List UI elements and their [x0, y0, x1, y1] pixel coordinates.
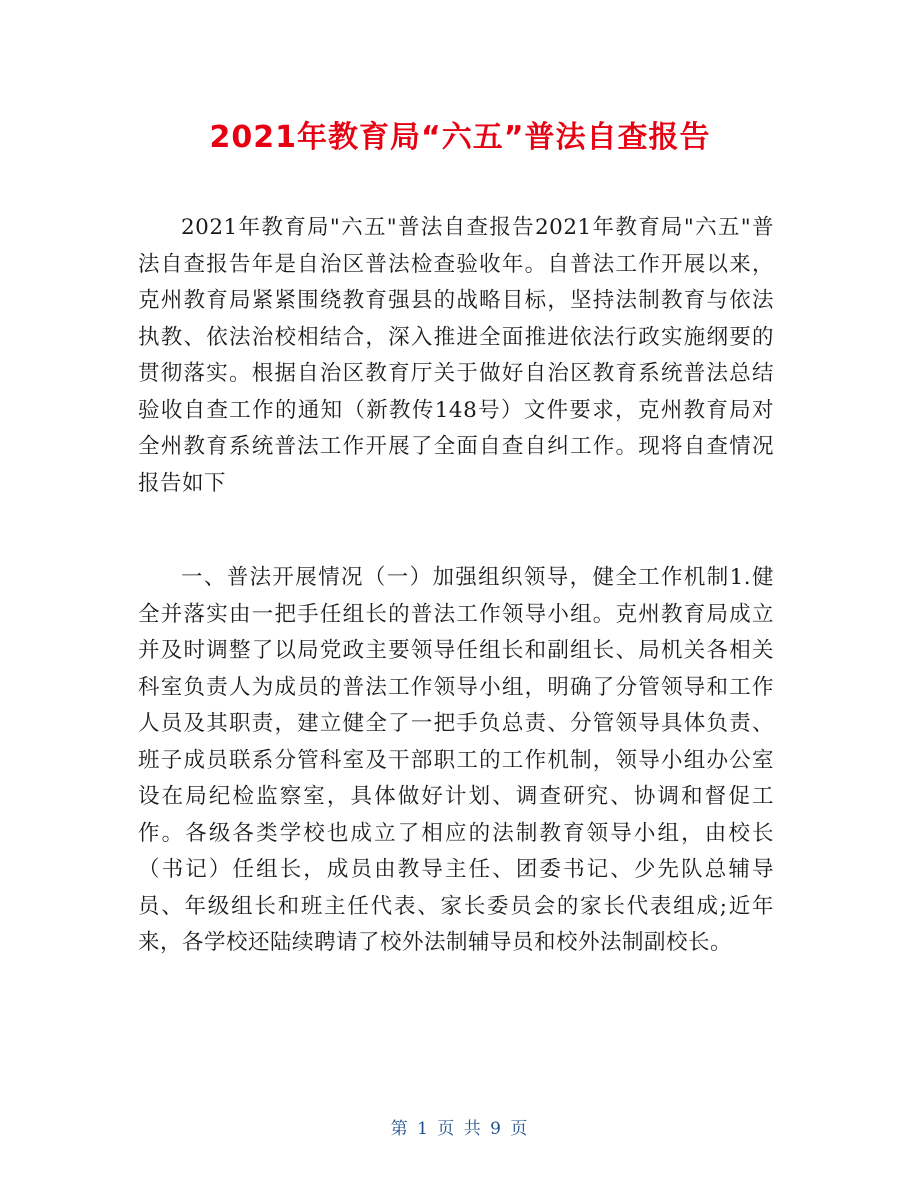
- paragraph-section-one: 一、普法开展情况（一）加强组织领导，健全工作机制1.健全并落实由一把手任组长的普法工作领导小组。克州教育局成立并及时调整了以局党政主要领导任组长和副组长、局机关各相关科室负责人为成员的普法工作领导小组，明确了分管领导和工作人员及其职责，建立健全了一把手负总责、分管领导具体负责、班子成员联系分管科室及干部职工的工作机制，领导小组办公室设在局纪检监察室，具体做好计划、调查研究、协调和督促工作。各级各类学校也成立了相应的法制教育领导小组，由校长（书记）任组长，成员由教导主任、团委书记、少先队总辅导员、年级组长和班主任代表、家长委员会的家长代表组成;近年来，各学校还陆续聘请了校外法制辅导员和校外法制副校长。: [138, 565, 774, 955]
- paragraph-intro: 2021年教育局"六五"普法自查报告2021年教育局"六五"普法自查报告年是自治区普法检查验收年。自普法工作开展以来，克州教育局紧紧围绕教育强县的战略目标，坚持法制教育与依法执教、依法治校相结合，深入推进全面推进依法行政实施纲要的贯彻落实。根据自治区教育厅关于做好自治区教育系统普法总结验收自查工作的通知（新教传148号）文件要求，克州教育局对全州教育系统普法工作开展了全面自查自纠工作。现将自查情况报告如下: [138, 215, 774, 496]
- page-footer: 第 1 页 共 9 页: [390, 1119, 530, 1139]
- document-title: 2021年教育局“六五”普法自查报告: [209, 120, 711, 155]
